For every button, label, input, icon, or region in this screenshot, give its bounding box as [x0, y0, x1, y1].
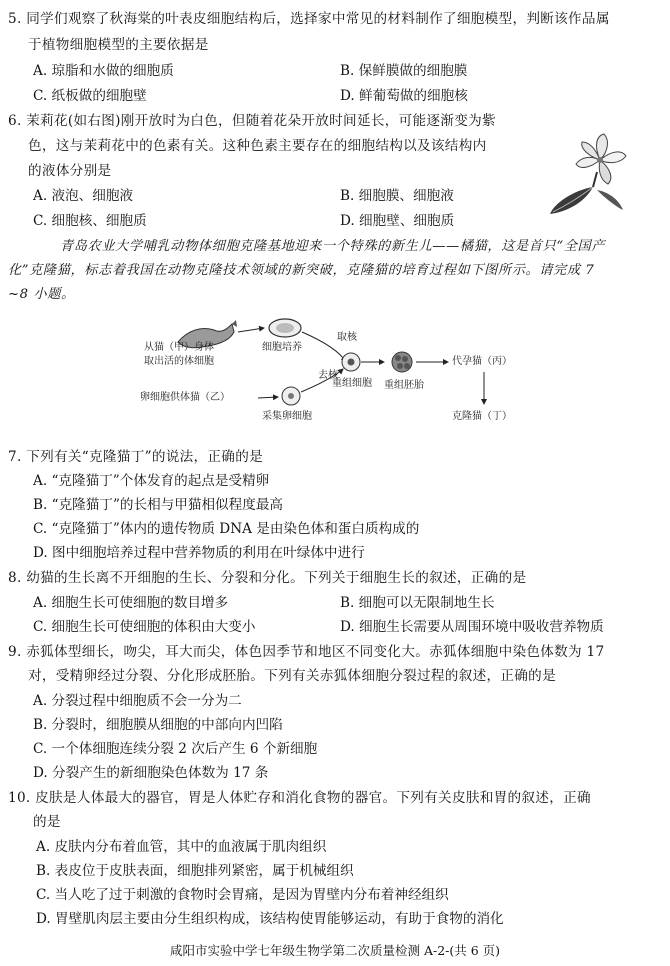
diagram-recombinant-cell-label: 重组细胞	[332, 378, 372, 389]
q7-option-c: C. “克隆猫丁”体内的遗传物质 DNA 是由染色体和蛋白质构成的	[33, 521, 420, 537]
q10-option-a: A. 皮肤内分布着血管，其中的血液属于肌肉组织	[36, 839, 327, 855]
culture-dish-icon	[269, 319, 301, 337]
diagram-surrogate-label: 代孕猫（丙）	[452, 356, 512, 367]
diagram-embryo-label: 重组胚胎	[384, 380, 424, 391]
q6-stem-line2: 色，这与茉莉花中的色素有关。这种色素主要存在的细胞结构以及该结构内	[28, 138, 487, 154]
diagram-egg-donor-label: 卵细胞供体猫（乙）	[140, 392, 230, 403]
q6-stem-line1: 6. 茉莉花(如右图)刚开放时为白色，但随着花朵开放时间延长，可能逐渐变为紫	[8, 113, 496, 129]
q5-option-b: B. 保鲜膜做的细胞膜	[340, 63, 468, 79]
q8-stem: 8. 幼猫的生长离不开细胞的生长、分裂和分化。下列关于细胞生长的叙述，正确的是	[8, 570, 527, 586]
q5-stem-line2: 于植物细胞模型的主要依据是	[28, 37, 209, 53]
q9-option-c: C. 一个体细胞连续分裂 2 次后产生 6 个新细胞	[33, 741, 318, 757]
q10-option-c: C. 当人吃了过于刺激的食物时会胃痛，是因为胃壁内分布着神经组织	[36, 887, 449, 903]
jasmine-flower-illustration	[545, 132, 640, 217]
q6-stem-line3: 的液体分别是	[28, 163, 112, 179]
passage-line2: 化”克隆猫，标志着我国在动物克隆技术领域的新突破，克隆猫的培育过程如下图所示。请完成 7	[8, 263, 595, 278]
q5-option-a: A. 琼脂和水做的细胞质	[33, 63, 174, 79]
page-footer: 咸阳市实验中学七年级生物学第二次质量检测 A-2-(共 6 页)	[169, 943, 501, 958]
q8-option-b: B. 细胞可以无限制地生长	[340, 595, 495, 611]
diagram-extract-nucleus-label: 取核	[337, 332, 357, 343]
egg-cell-icon	[282, 387, 300, 405]
q9-stem-line1: 9. 赤狐体型细长，吻尖，耳大而尖，体色因季节和地区不同变化大。赤狐体细胞中染色体数为 17	[8, 644, 605, 660]
q10-stem-line1: 10. 皮肤是人体最大的器官，胃是人体贮存和消化食物的器官。下列有关皮肤和胃的叙述，正确	[8, 790, 591, 806]
q7-option-b: B. “克隆猫丁”的长相与甲猫相似程度最高	[33, 497, 284, 513]
q5-stem-line1: 5. 同学们观察了秋海棠的叶表皮细胞结构后，选择家中常见的材料制作了细胞模型，判断该作品属	[8, 11, 610, 27]
q9-option-d: D. 分裂产生的新细胞染色体数为 17 条	[33, 765, 269, 781]
q10-stem-line2: 的是	[33, 814, 61, 830]
q9-option-a: A. 分裂过程中细胞质不会一分为二	[33, 693, 242, 709]
q8-option-c: C. 细胞生长可使细胞的体积由大变小	[33, 619, 256, 635]
diagram-donor-label-line2: 取出活的体细胞	[144, 356, 214, 367]
diagram-collected-egg-label: 采集卵细胞	[262, 411, 312, 422]
diagram-clone-label: 克隆猫（丁）	[452, 411, 512, 422]
q9-stem-line2: 对，受精卵经过分裂、分化形成胚胎。下列有关赤狐体细胞分裂过程的叙述，正确的是	[28, 668, 556, 684]
q6-option-a: A. 液泡、细胞液	[33, 188, 134, 204]
q6-option-c: C. 细胞核、细胞质	[33, 213, 147, 229]
q8-option-a: A. 细胞生长可使细胞的数目增多	[33, 595, 229, 611]
q10-option-b: B. 表皮位于皮肤表面，细胞排列紧密，属于机械组织	[36, 863, 354, 879]
q7-option-d: D. 图中细胞培养过程中营养物质的利用在叶绿体中进行	[33, 545, 365, 561]
passage-line3: ~8 小题。	[8, 287, 75, 302]
embryo-icon	[392, 352, 412, 372]
passage-line1: 青岛农业大学哺乳动物体细胞克隆基地迎来一个特殊的新生儿——橘猫，这是首只“全国产	[60, 239, 606, 254]
q5-option-c: C. 纸板做的细胞壁	[33, 88, 147, 104]
q7-option-a: A. “克隆猫丁”个体发育的起点是受精卵	[33, 473, 270, 489]
diagram-remove-nucleus-label: 去核	[318, 370, 338, 381]
diagram-culture-label: 细胞培养	[262, 342, 302, 353]
q5-option-d: D. 鲜葡萄做的细胞核	[340, 88, 468, 104]
q7-stem: 7. 下列有关“克隆猫丁”的说法，正确的是	[8, 449, 263, 465]
q6-option-b: B. 细胞膜、细胞液	[340, 188, 454, 204]
diagram-donor-label-line1: 从猫（甲）身体	[144, 342, 214, 353]
q9-option-b: B. 分裂时，细胞膜从细胞的中部向内凹陷	[33, 717, 283, 733]
recombinant-cell-icon	[342, 353, 360, 371]
q6-option-d: D. 细胞壁、细胞质	[340, 213, 455, 229]
q8-option-d: D. 细胞生长需要从周围环境中吸收营养物质	[340, 619, 604, 635]
q10-option-d: D. 胃壁肌肉层主要由分生组织构成，该结构使胃能够运动，有助于食物的消化	[36, 911, 504, 927]
